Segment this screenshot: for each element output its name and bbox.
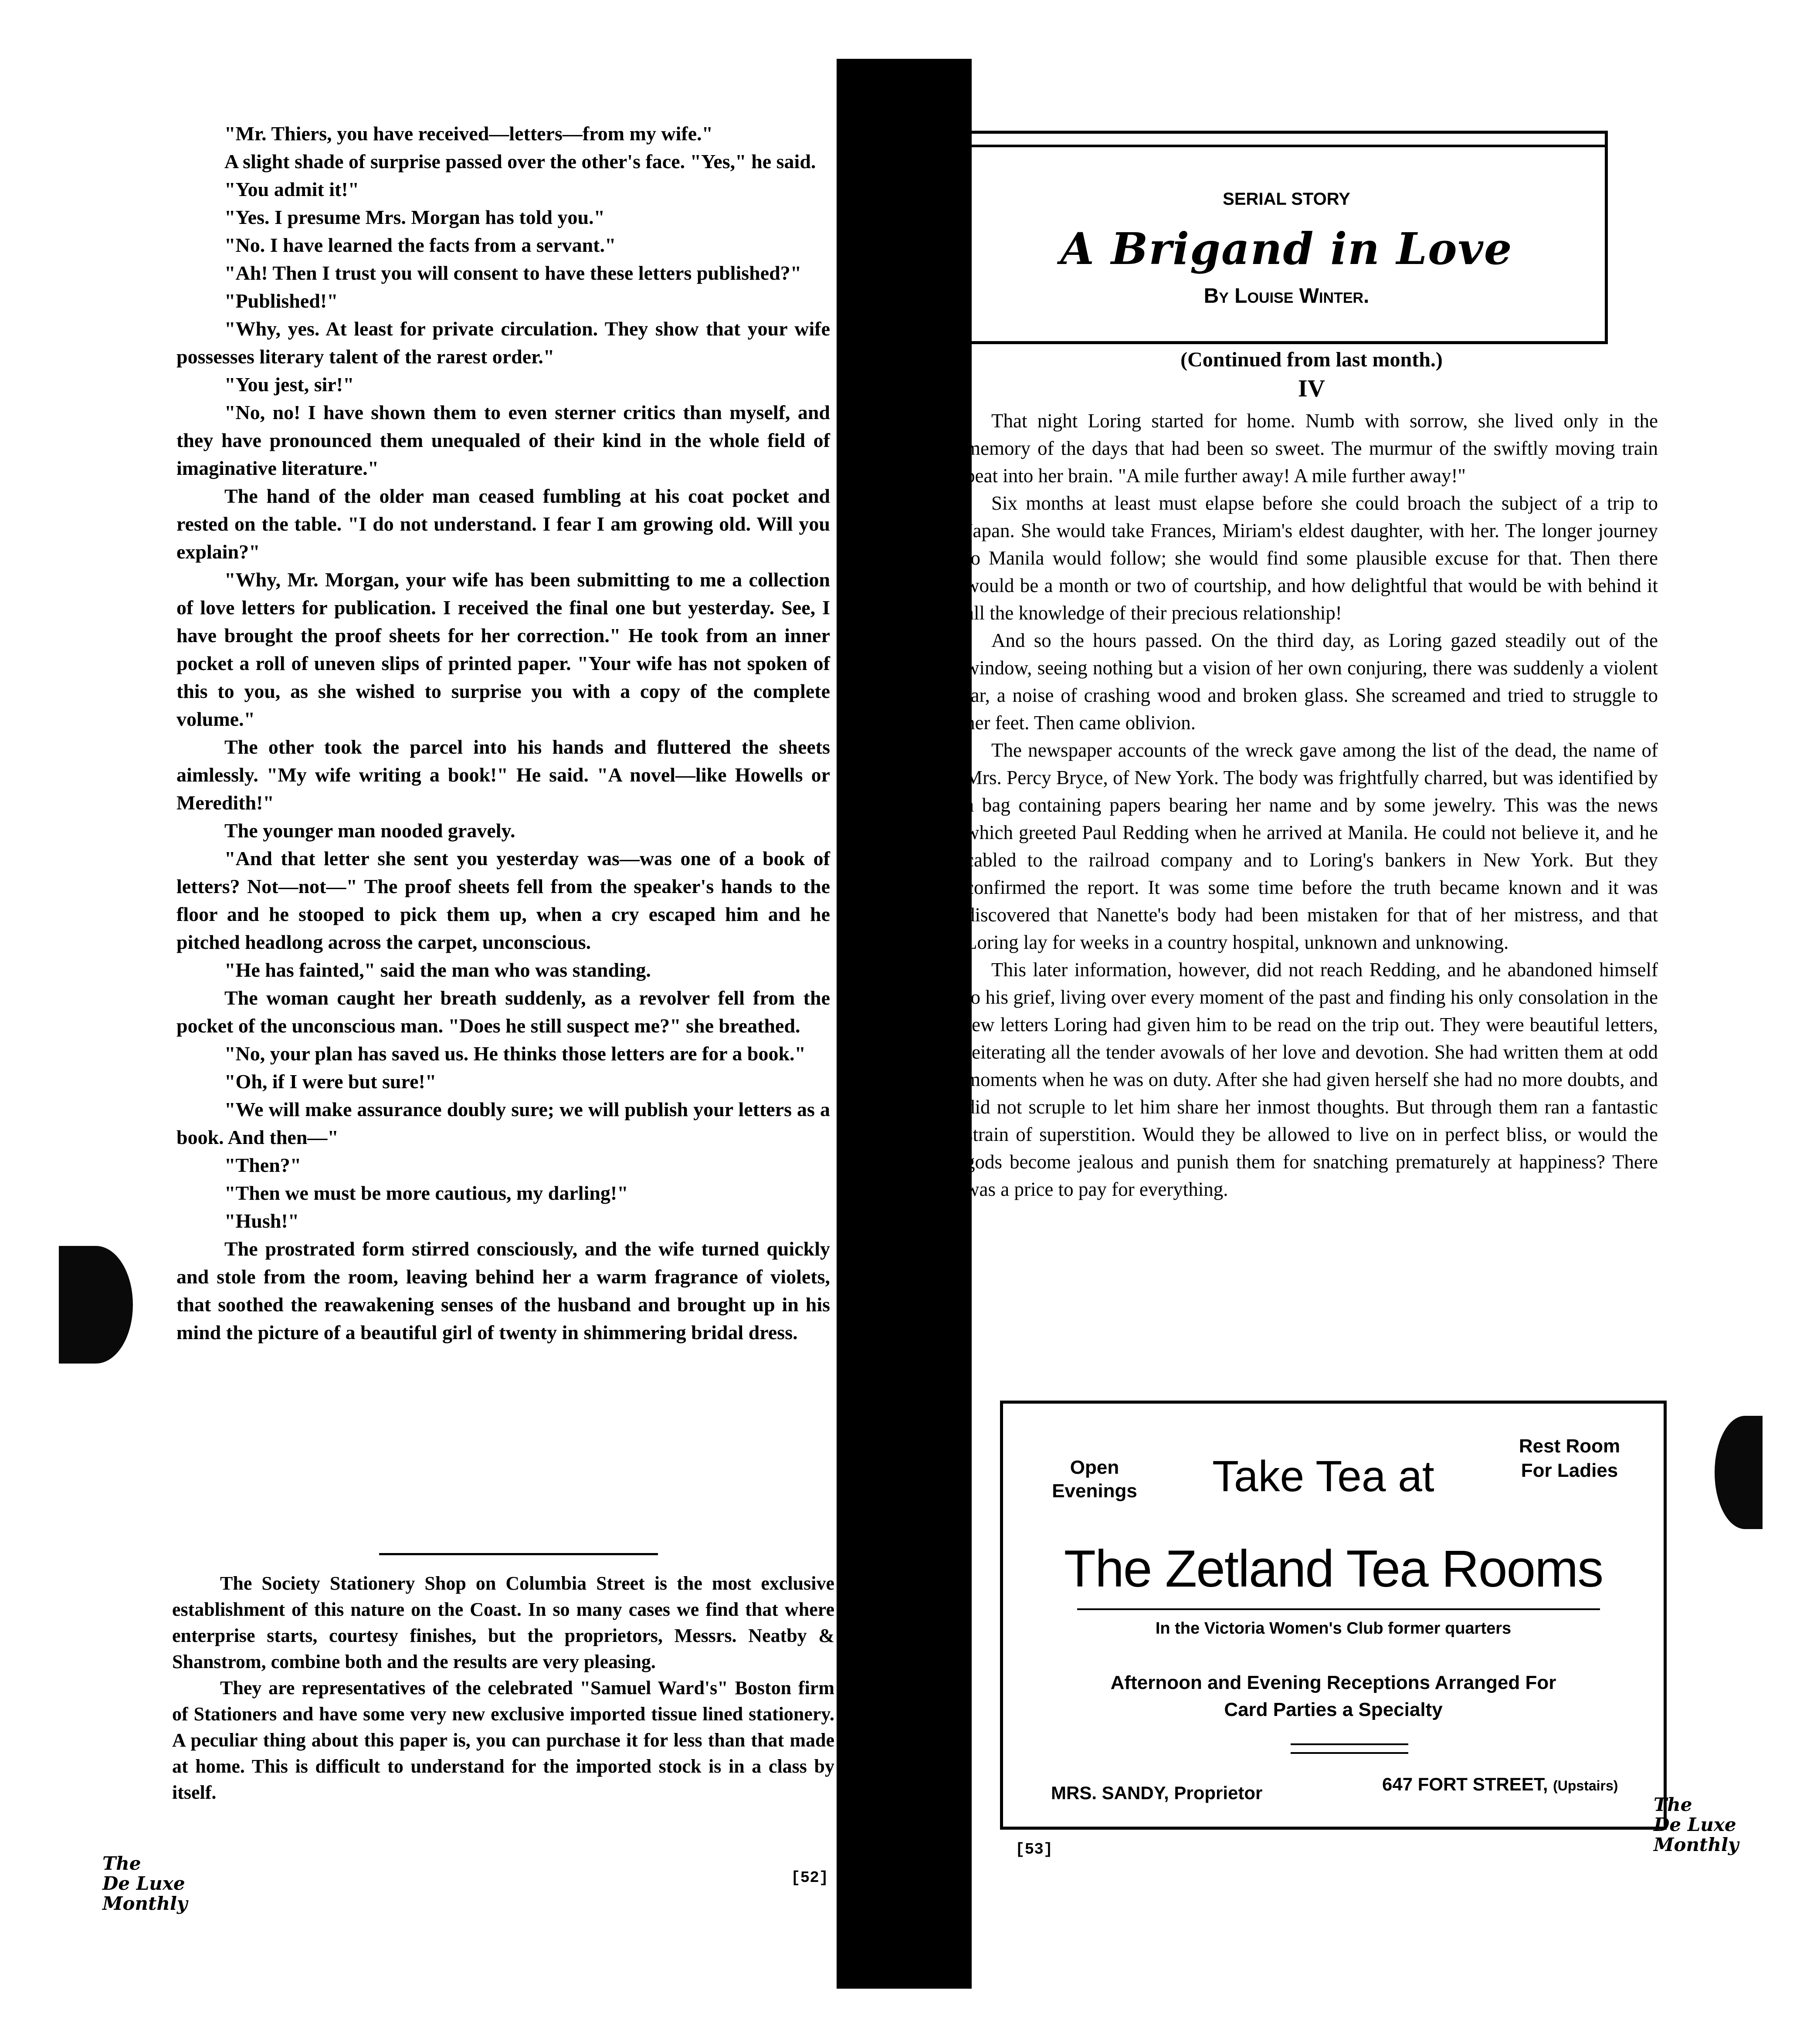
story-paragraph: The other took the parcel into his hands and fluttered the sheets aimlessly. "My wife writing a book!" He said. "A novel—like Howells or Meredith!" xyxy=(176,736,830,814)
ad-upstairs-note: (Upstairs) xyxy=(1553,1778,1618,1794)
story-paragraph: Six months at least must elapse before she could broach the subject of a trip to Japan. She would take Frances, Miriam's eldest daughter, with her. The longer journey to Manila would follow; she would find some plausible excuse for that. Then there would be a month or two of courtship, and how delightful that would be with behind it all the knowledge of their precious relationship! xyxy=(965,492,1658,624)
chapter-number: IV xyxy=(1298,375,1325,402)
ad-name-underline xyxy=(1077,1608,1600,1610)
ad-location: In the Victoria Women's Club former quarters xyxy=(1155,1619,1512,1638)
story-paragraph: "You jest, sir!" xyxy=(224,373,354,396)
masthead-line: The xyxy=(102,1853,141,1874)
ad-rest-room: Rest Room For Ladies xyxy=(1519,1435,1620,1481)
advertorial-paragraph: They are representatives of the celebrated "Samuel Ward's" Boston firm of Stationers and have some very new exclusive imported tissue lined stationery. A peculiar thing about this paper is, you can purchase it for less than that made at home. This is difficult to understand for the imported stock is in a class by itself. xyxy=(172,1677,834,1803)
story-paragraph: "No, your plan has saved us. He thinks those letters are for a book." xyxy=(224,1042,806,1065)
story-paragraph: The prostrated form stirred consciously, and the wife turned quickly and stole from the room, leaving behind her a warm fragrance of violets, that soothed the reawakening senses of the husband and brought up in his mind the picture of a beautiful girl of twenty in shimmering bridal dress. xyxy=(176,1238,830,1343)
section-divider xyxy=(379,1553,658,1555)
story-paragraph: "And that letter she sent you yesterday was—was one of a book of letters? Not—not—" The proof sheets fell from the speaker's hands to the floor and he stooped to pick them up, when a cry escaped him and he pitched headlong across the carpet, unconscious. xyxy=(176,847,830,953)
serial-title-box xyxy=(965,131,1608,344)
story-paragraph: "You admit it!" xyxy=(224,178,359,200)
story-paragraph: The hand of the older man ceased fumbling at his coat pocket and rested on the table. "I do not understand. I fear I am growing old. Will you explain?" xyxy=(176,485,830,563)
story-author: By Louise Winter. xyxy=(1203,284,1370,308)
story-paragraph: "Published!" xyxy=(224,290,338,312)
ad-double-rule xyxy=(1291,1743,1408,1754)
left-story-column xyxy=(176,120,830,1347)
serial-story-label: SERIAL STORY xyxy=(1223,190,1350,209)
story-paragraph: "Why, Mr. Morgan, your wife has been submitting to me a collection of love letters for publication. I received the final one but yesterday. See, I have brought the proof sheets for her correction." He took from an inner pocket a roll of uneven slips of printed paper. "Your wife has not spoken of this to you, as she wished to surprise you with a copy of the complete volume." xyxy=(176,569,830,730)
thumb-index-tab xyxy=(59,1246,133,1364)
ad-receptions-line: Afternoon and Evening Receptions Arranged For xyxy=(1110,1672,1556,1693)
story-paragraph: And so the hours passed. On the third day, as Loring gazed steadily out of the window, seeing nothing but a vision of her own conjuring, there was suddenly a violent jar, a noise of crashing wood and broken glass. She screamed and tried to struggle to her feet. Then came oblivion. xyxy=(965,629,1658,734)
stationery-advertorial xyxy=(172,1570,834,1806)
masthead-line: Monthly xyxy=(1654,1834,1739,1855)
masthead-line: The xyxy=(1654,1794,1692,1815)
ad-receptions xyxy=(1003,1669,1664,1723)
masthead-left xyxy=(102,1854,187,1914)
story-paragraph: That night Loring started for home. Numb with sorrow, she lived only in the memory of the days that had been so sweet. The murmur of the swiftly moving train beat into her brain. "A mile further away! A mile further away!" xyxy=(965,410,1658,487)
story-paragraph: "Mr. Thiers, you have received—letters—from my wife." xyxy=(224,122,713,145)
story-paragraph: This later information, however, did not reach Redding, and he abandoned himself to his grief, living over every moment of the past and finding his only consolation in the few letters Loring had given him to be read on the trip out. They were beautiful letters, reiterating all the tender avowals of her love and devotion. She had written them at odd moments when he was on duty. After she had given herself she had no more doubts, and did not scruple to let him share her inmost thoughts. But through them ran a fantastic strain of superstition. Would they be allowed to live on in perfect bliss, or would the gods become jealous and punish them for snatching prematurely at happiness? There was a price to pay for everything. xyxy=(965,959,1658,1200)
ad-business-name: The Zetland Tea Rooms xyxy=(1064,1540,1603,1598)
tea-rooms-advertisement xyxy=(1000,1401,1667,1830)
story-paragraph: "Yes. I presume Mrs. Morgan has told you." xyxy=(224,206,605,228)
advertorial-paragraph: The Society Stationery Shop on Columbia Street is the most exclusive establishment of this nature on the Coast. In so many cases we find that where enterprise starts, courtesy finishes, but the proprietors, Messrs. Neatby & Shanstrom, combine both and the results are very pleasing. xyxy=(172,1573,834,1672)
story-paragraph: "Oh, if I were but sure!" xyxy=(224,1070,437,1093)
thumb-index-tab xyxy=(1715,1416,1763,1529)
page-number-left: [52] xyxy=(791,1869,829,1887)
story-paragraph: "No, no! I have shown them to even sterner critics than myself, and they have pronounced them unequaled of their kind in the whole field of imaginative literature." xyxy=(176,401,830,479)
story-paragraph: The newspaper accounts of the wreck gave among the list of the dead, the name of Mrs. Percy Bryce, of New York. The body was frightfully charred, but was identified by a bag containing papers bearing her name and by some jewelry. This was the news which greeted Paul Redding when he arrived at Manila. He could not believe it, and he cabled to the railroad company and to Loring's bankers in New York. But they confirmed the report. It was some time before the truth became known and it was discovered that Nanette's body had been mistaken for that of her mistress, and that Loring lay for weeks in a country hospital, unknown and unknowing. xyxy=(965,739,1658,953)
ad-open-evenings: Open Evenings xyxy=(1052,1457,1137,1502)
ad-take-tea: Take Tea at xyxy=(1212,1452,1434,1501)
story-paragraph: "Then?" xyxy=(224,1154,302,1176)
story-paragraph: The younger man nooded gravely. xyxy=(224,819,515,842)
masthead-line: De Luxe xyxy=(102,1873,185,1894)
masthead-right xyxy=(1654,1795,1739,1855)
story-paragraph: "Why, yes. At least for private circulation. They show that your wife possesses literary talent of the rarest order." xyxy=(176,318,830,368)
story-paragraph: "He has fainted," said the man who was standing. xyxy=(224,959,651,981)
page-number-right: [53] xyxy=(1015,1841,1053,1858)
ad-card-parties: Card Parties a Specialty xyxy=(1224,1699,1443,1720)
masthead-line: Monthly xyxy=(102,1893,188,1914)
story-paragraph: "Ah! Then I trust you will consent to have these letters published?" xyxy=(224,262,802,284)
story-title: A Brigand in Love xyxy=(1060,223,1513,274)
story-paragraph: "No. I have learned the facts from a servant." xyxy=(224,234,616,256)
continued-note: (Continued from last month.) xyxy=(1180,348,1443,371)
story-paragraph: "Hush!" xyxy=(224,1210,299,1232)
binding-gutter xyxy=(837,59,972,1989)
story-paragraph: "We will make assurance doubly sure; we will publish your letters as a book. And then—" xyxy=(176,1098,830,1148)
ad-address xyxy=(1382,1774,1618,1795)
masthead-line: De Luxe xyxy=(1654,1814,1736,1835)
ad-proprietor: MRS. SANDY, Proprietor xyxy=(1051,1783,1263,1803)
story-paragraph: "Then we must be more cautious, my darling!" xyxy=(224,1182,628,1204)
story-paragraph: A slight shade of surprise passed over the other's face. "Yes," he said. xyxy=(224,150,816,173)
ad-street: 647 FORT STREET, xyxy=(1382,1774,1548,1794)
right-story-column xyxy=(965,407,1658,1203)
story-paragraph: The woman caught her breath suddenly, as a revolver fell from the pocket of the unconscious man. "Does he still suspect me?" she breathed. xyxy=(176,987,830,1037)
